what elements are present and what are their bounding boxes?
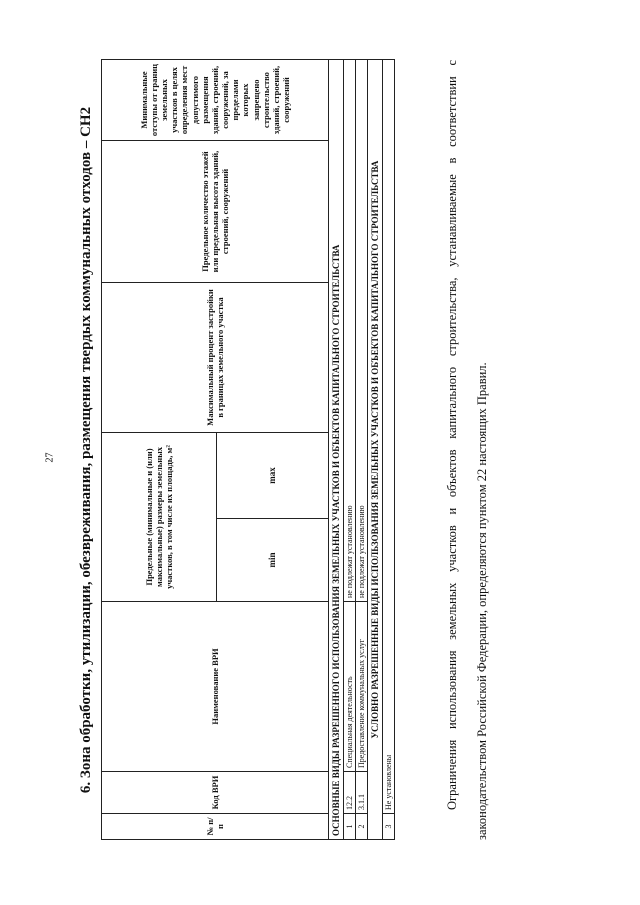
row-name: Специальная деятельность: [344, 602, 356, 772]
table-row: [356, 60, 368, 840]
row-code: 12.2: [344, 772, 356, 814]
row-name: Предоставление коммунальных услуг: [356, 602, 368, 772]
section-title-main: ОСНОВНЫЕ ВИДЫ РАЗРЕШЕННОГО ИСПОЛЬЗОВАНИЯ ЗЕМЕЛЬНЫХ УЧАСТКОВ И ОБЪЕКТОВ КАПИТАЛЬНОГО СТРОИТЕЛЬСТВА: [329, 60, 344, 840]
header-setback: Минимальные отступы от границ земельных участков в целях определения мест допустимого размещения зданий, строений, сооружений, за пределами которых запрещено строительство зданий, строений, сооружений: [102, 60, 329, 141]
header-floors: Предельное количество этажей или предельная высота зданий, строений, сооружений: [102, 141, 329, 283]
regulations-table: [101, 59, 395, 840]
header-num: № п/п: [102, 814, 329, 840]
table-row: [344, 60, 356, 840]
rotated-page-content: [71, 60, 489, 840]
row-value: не подлежат установлению: [344, 60, 356, 602]
header-min: min: [217, 519, 329, 602]
row-num: 2: [356, 814, 368, 840]
row-code: 3.1.1: [356, 772, 368, 814]
header-percent: Максимальный процент застройки в границах земельного участка: [102, 283, 329, 433]
header-max: max: [217, 433, 329, 519]
page-number: 27: [44, 452, 56, 463]
restrictions-note: Ограничения использования земельных участков и объектов капитального строительства, устанавливаемые в соответствии с законодательством Российской Федерации, определяются пунктом 22 настоящих Правил.: [445, 60, 489, 840]
header-size: Предельные (минимальные и (или) максимальные) размеры земельных участков, в том числе их площадь, м²: [102, 433, 217, 602]
zone-title: 6. Зона обработки, утилизации, обезвреживания, размещения твердых коммунальных отходов – СН2: [78, 106, 94, 794]
row-value: не подлежат установлению: [356, 60, 368, 602]
row-text: Не установлены: [383, 60, 395, 814]
row-num: 1: [344, 814, 356, 840]
header-code: Код ВРИ: [102, 772, 329, 814]
header-name: Наименование ВРИ: [102, 602, 329, 772]
row-num: 3: [383, 814, 395, 840]
table-row: [383, 60, 395, 840]
section-title-conditional: УСЛОВНО РАЗРЕШЕННЫЕ ВИДЫ ИСПОЛЬЗОВАНИЯ ЗЕМЕЛЬНЫХ УЧАСТКОВ И ОБЪЕКТОВ КАПИТАЛЬНОГО СТРОИТЕЛЬСТВА: [368, 60, 383, 840]
